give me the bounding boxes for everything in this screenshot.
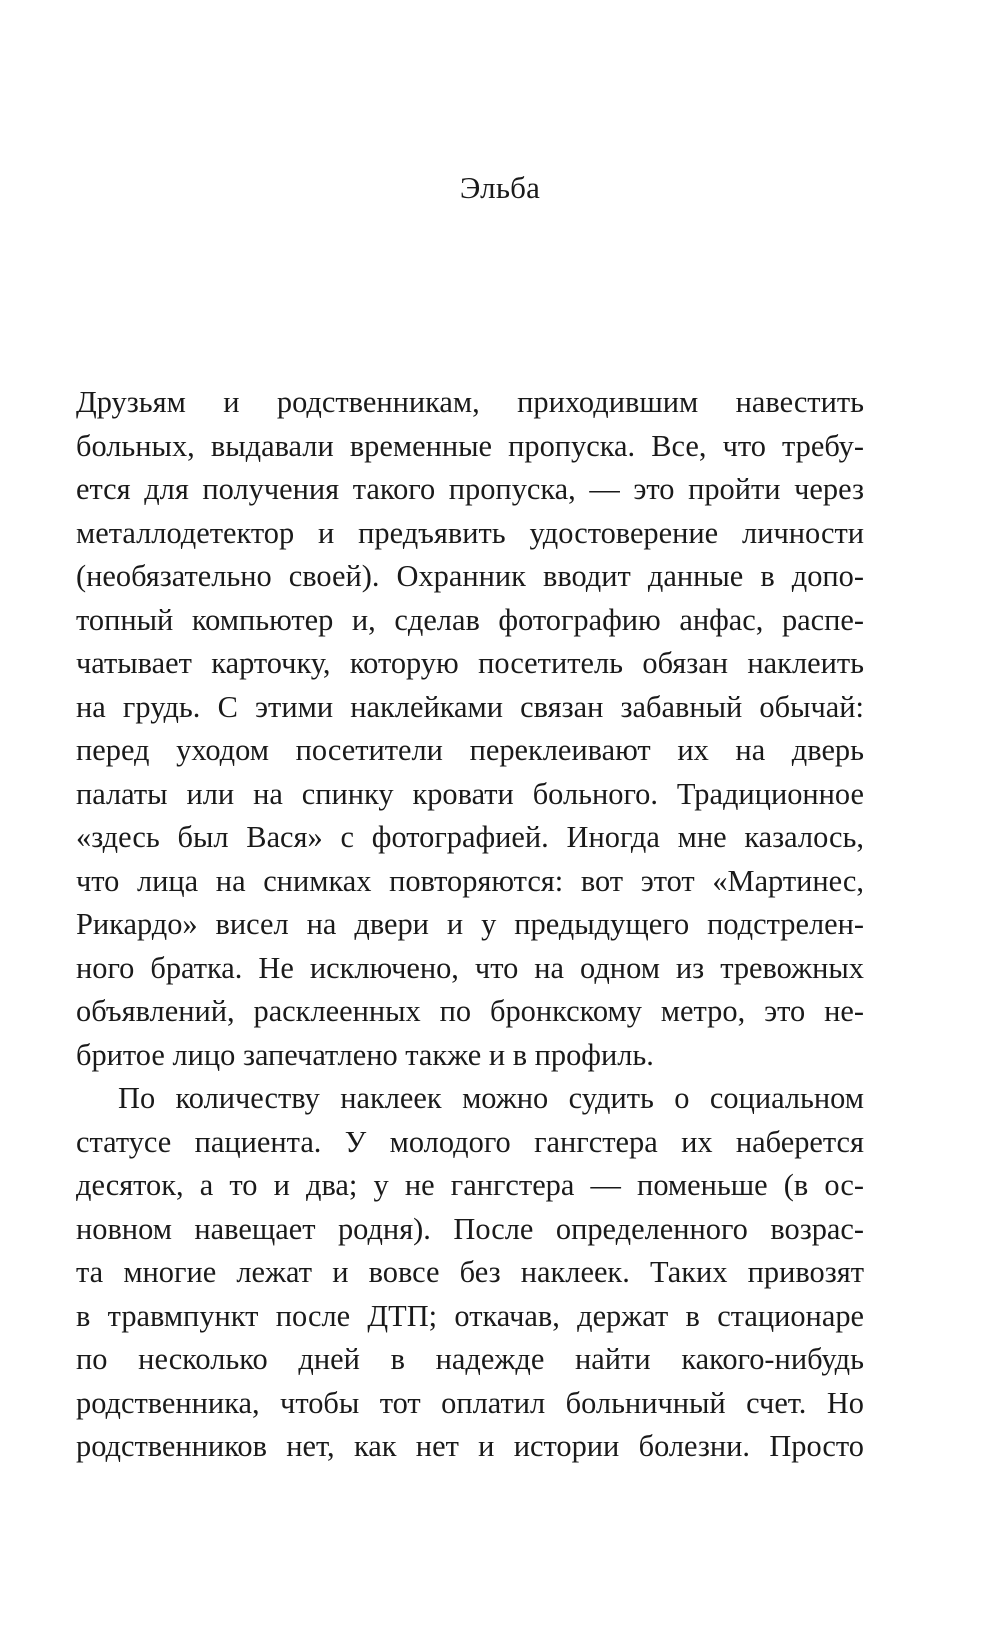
text-line: топный компьютер и, сделав фотографию анфас, распе- [76,602,864,637]
text-line: статусе пациента. У молодого гангстера их наберется [76,1124,864,1159]
chapter-title: Эльба [459,170,541,205]
text-line: палаты или на спинку кровати больного. Традиционное [76,776,864,811]
text-line: родственника, чтобы тот оплатил больничный счет. Но [76,1385,864,1420]
text-line: на грудь. С этими наклейками связан забавный обычай: [76,689,864,724]
text-line: в травмпункт после ДТП; откачав, держат в стационаре [76,1298,864,1333]
text-line: перед уходом посетители переклеивают их на дверь [76,733,864,767]
text-line: металлодетектор и предъявить удостоверение личности [76,515,864,550]
text-line: что лица на снимках повторяются: вот этот «Мартинес, [76,863,864,898]
text-line: (необязательно своей). Охранник вводит данные в допо- [76,559,864,593]
text-line: бритое лицо запечатлено также и в профиль. [76,1037,654,1072]
text-line: По количеству наклеек можно судить о социальном [118,1081,864,1115]
text-line: та многие лежат и вовсе без наклеек. Таких привозят [76,1255,864,1289]
text-line: Друзьям и родственникам, приходившим навестить [76,385,864,419]
body-text [76,381,864,1469]
text-line: по несколько дней в надежде найти какого-нибудь [76,1342,864,1376]
text-line: чатывает карточку, которую посетитель обязан наклеить [76,646,864,680]
text-line: новном навещает родня). После определенного возрас- [76,1211,864,1246]
text-line: «здесь был Вася» с фотографией. Иногда мне казалось, [76,820,864,854]
text-line: Рикардо» висел на двери и у предыдущего подстрелен- [76,907,864,941]
text-line: родственников нет, как нет и истории болезни. Просто [76,1429,864,1463]
text-line: больных, выдавали временные пропуска. Все, что требу- [76,428,864,463]
text-line: объявлений, расклеенных по бронкскому метро, это не- [76,994,864,1028]
text-line: десяток, а то и два; у не гангстера — поменьше (в ос- [76,1168,864,1202]
text-line: ется для получения такого пропуска, — это пройти через [76,472,864,506]
text-line: ного братка. Не исключено, что на одном из тревожных [76,950,864,985]
